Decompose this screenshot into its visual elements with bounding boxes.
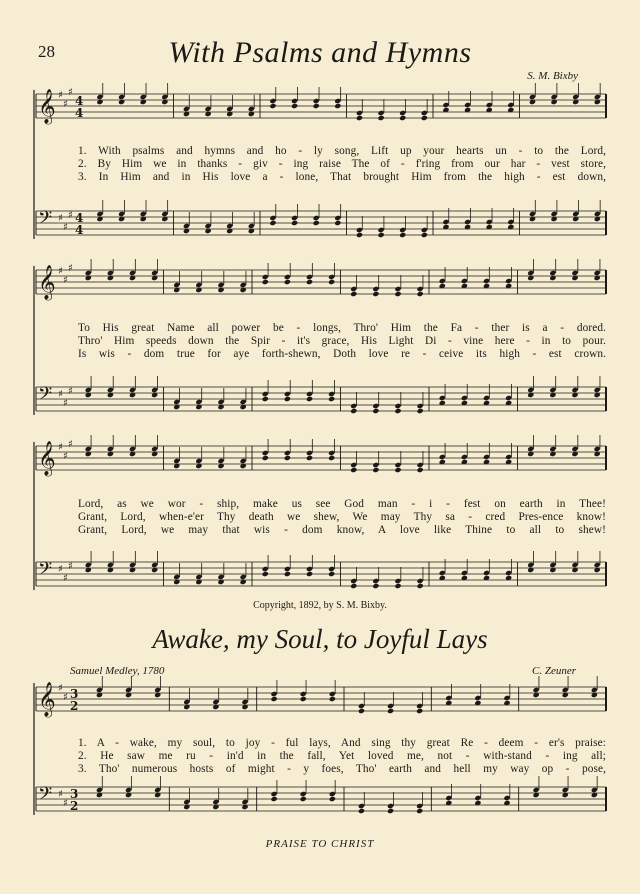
note-head bbox=[300, 796, 307, 802]
note-head bbox=[356, 115, 363, 121]
sharp-icon: ♯ bbox=[58, 90, 63, 101]
sharp-icon: ♯ bbox=[68, 561, 73, 572]
note-head bbox=[421, 232, 428, 238]
sharp-icon: ♯ bbox=[58, 442, 63, 453]
sharp-icon: ♯ bbox=[63, 222, 68, 233]
lyric-verse-1: Lord, as we wor - ship, make us see God man - i - fest on earth in Thee! bbox=[78, 498, 606, 510]
note-head bbox=[313, 103, 320, 109]
treble-clef-icon: 𝄞 bbox=[38, 441, 56, 476]
note-head bbox=[372, 291, 379, 297]
note-head bbox=[329, 696, 336, 702]
bass-clef-icon: 𝄢 bbox=[38, 784, 53, 809]
note-head bbox=[284, 455, 291, 461]
note-head bbox=[387, 808, 394, 814]
note-head bbox=[417, 467, 424, 473]
note-head bbox=[417, 291, 424, 297]
note-head bbox=[306, 396, 313, 402]
sharp-icon: ♯ bbox=[58, 789, 63, 800]
lyric-verse-2: Grant, Lord, when-e'er Thy death we shew, We may Thy sa - cred Pres-ence know! bbox=[78, 511, 606, 523]
note-head bbox=[328, 455, 335, 461]
time-signature: 4 bbox=[75, 211, 84, 225]
note-head bbox=[328, 279, 335, 285]
time-signature: 2 bbox=[70, 799, 79, 813]
note-head bbox=[313, 220, 320, 226]
note-head bbox=[394, 467, 401, 473]
note-head bbox=[372, 583, 379, 589]
note-head bbox=[334, 103, 341, 109]
sharp-icon: ♯ bbox=[68, 210, 73, 221]
time-signature: 4 bbox=[75, 223, 84, 237]
note-head bbox=[416, 808, 423, 814]
note-head bbox=[328, 571, 335, 577]
staff-systems bbox=[34, 83, 606, 815]
treble-clef-icon: 𝄞 bbox=[38, 682, 56, 717]
sharp-icon: ♯ bbox=[68, 87, 73, 98]
note-head bbox=[328, 396, 335, 402]
composer-credit: C. Zeuner bbox=[532, 665, 576, 677]
sharp-icon: ♯ bbox=[63, 798, 68, 809]
note-head bbox=[417, 408, 424, 414]
lyric-verse-1: 1. A - wake, my soul, to joy - ful lays, And sing thy great Re - deem - er's praise: bbox=[78, 737, 606, 749]
note-head bbox=[262, 279, 269, 285]
bass-clef-icon: 𝄢 bbox=[38, 384, 53, 409]
composer-credit: S. M. Bixby bbox=[527, 70, 578, 82]
note-head bbox=[262, 571, 269, 577]
note-head bbox=[417, 583, 424, 589]
note-head bbox=[387, 708, 394, 714]
sharp-icon: ♯ bbox=[68, 263, 73, 274]
note-head bbox=[350, 467, 357, 473]
note-head bbox=[284, 571, 291, 577]
sharp-icon: ♯ bbox=[63, 573, 68, 584]
note-head bbox=[372, 408, 379, 414]
lyric-verse-2: 2. He saw me ru - in'd in the fall, Yet loved me, not - with-stand - ing all; bbox=[78, 750, 606, 762]
note-head bbox=[284, 279, 291, 285]
note-head bbox=[394, 291, 401, 297]
time-signature: 4 bbox=[75, 94, 84, 108]
note-head bbox=[271, 696, 278, 702]
note-head bbox=[356, 232, 363, 238]
author-credit: Samuel Medley, 1780 bbox=[70, 665, 165, 677]
note-head bbox=[399, 232, 406, 238]
sharp-icon: ♯ bbox=[58, 266, 63, 277]
note-head bbox=[306, 279, 313, 285]
note-head bbox=[291, 103, 298, 109]
page-number: 28 bbox=[38, 42, 55, 61]
copyright-notice: Copyright, 1892, by S. M. Bixby. bbox=[253, 600, 387, 611]
note-head bbox=[271, 796, 278, 802]
sharp-icon: ♯ bbox=[58, 564, 63, 575]
sharp-icon: ♯ bbox=[63, 275, 68, 286]
sharp-icon: ♯ bbox=[63, 398, 68, 409]
lyric-verse-1: 1. With psalms and hymns and ho - ly song, Lift up your hearts un - to the Lord, bbox=[78, 145, 606, 157]
treble-clef-icon: 𝄞 bbox=[38, 89, 56, 124]
sharp-icon: ♯ bbox=[68, 439, 73, 450]
time-signature: 3 bbox=[70, 787, 79, 801]
note-head bbox=[350, 583, 357, 589]
sharp-icon: ♯ bbox=[58, 213, 63, 224]
note-head bbox=[394, 583, 401, 589]
bass-clef-icon: 𝄢 bbox=[38, 559, 53, 584]
time-signature: 4 bbox=[75, 106, 84, 120]
note-head bbox=[350, 291, 357, 297]
note-head bbox=[399, 115, 406, 121]
lyric-verse-3: 3. Tho' numerous hosts of might - y foes, Tho' earth and hell my way op - pose, bbox=[78, 763, 606, 775]
note-head bbox=[358, 708, 365, 714]
note-head bbox=[378, 115, 385, 121]
note-head bbox=[350, 408, 357, 414]
note-head bbox=[378, 232, 385, 238]
note-head bbox=[306, 571, 313, 577]
note-head bbox=[291, 220, 298, 226]
lyric-verse-2: 2. By Him we in thanks - giv - ing raise The of - f'ring from our har - vest store, bbox=[78, 158, 606, 170]
note-head bbox=[421, 115, 428, 121]
note-head bbox=[300, 696, 307, 702]
note-head bbox=[269, 220, 276, 226]
note-head bbox=[416, 708, 423, 714]
note-head bbox=[394, 408, 401, 414]
note-head bbox=[262, 396, 269, 402]
sharp-icon: ♯ bbox=[68, 386, 73, 397]
section-footer: PRAISE TO CHRIST bbox=[265, 838, 375, 850]
sharp-icon: ♯ bbox=[63, 451, 68, 462]
lyric-verse-3: Grant, Lord, we may that wis - dom know, A love like Thine to all to shew! bbox=[78, 524, 606, 536]
hymn-title: Awake, my Soul, to Joyful Lays bbox=[152, 624, 488, 654]
lyric-verse-2: Thro' Him speeds down the Spir - it's grace, His Light Di - vine here - in to pour. bbox=[78, 335, 606, 347]
note-head bbox=[334, 220, 341, 226]
lyric-verse-3: Is wis - dom true for aye forth-shewn, Doth love re - ceive its high - est crown. bbox=[78, 348, 606, 360]
time-signature: 3 bbox=[70, 687, 79, 701]
note-head bbox=[372, 467, 379, 473]
sharp-icon: ♯ bbox=[58, 389, 63, 400]
sharp-icon: ♯ bbox=[58, 683, 63, 694]
note-head bbox=[284, 396, 291, 402]
lyric-verse-3: 3. In Him and in His love a - lone, That brought Him from the high - est down, bbox=[78, 171, 606, 183]
lyric-verse-1: To His great Name all power be - longs, Thro' Him the Fa - ther is a - dored. bbox=[78, 322, 606, 334]
hymn-title: With Psalms and Hymns bbox=[168, 36, 472, 69]
treble-clef-icon: 𝄞 bbox=[38, 265, 56, 300]
time-signature: 2 bbox=[70, 699, 79, 713]
bass-clef-icon: 𝄢 bbox=[38, 208, 53, 233]
note-head bbox=[269, 103, 276, 109]
sharp-icon: ♯ bbox=[63, 99, 68, 110]
note-head bbox=[329, 796, 336, 802]
note-head bbox=[306, 455, 313, 461]
sharp-icon: ♯ bbox=[63, 692, 68, 703]
note-head bbox=[262, 455, 269, 461]
note-head bbox=[358, 808, 365, 814]
